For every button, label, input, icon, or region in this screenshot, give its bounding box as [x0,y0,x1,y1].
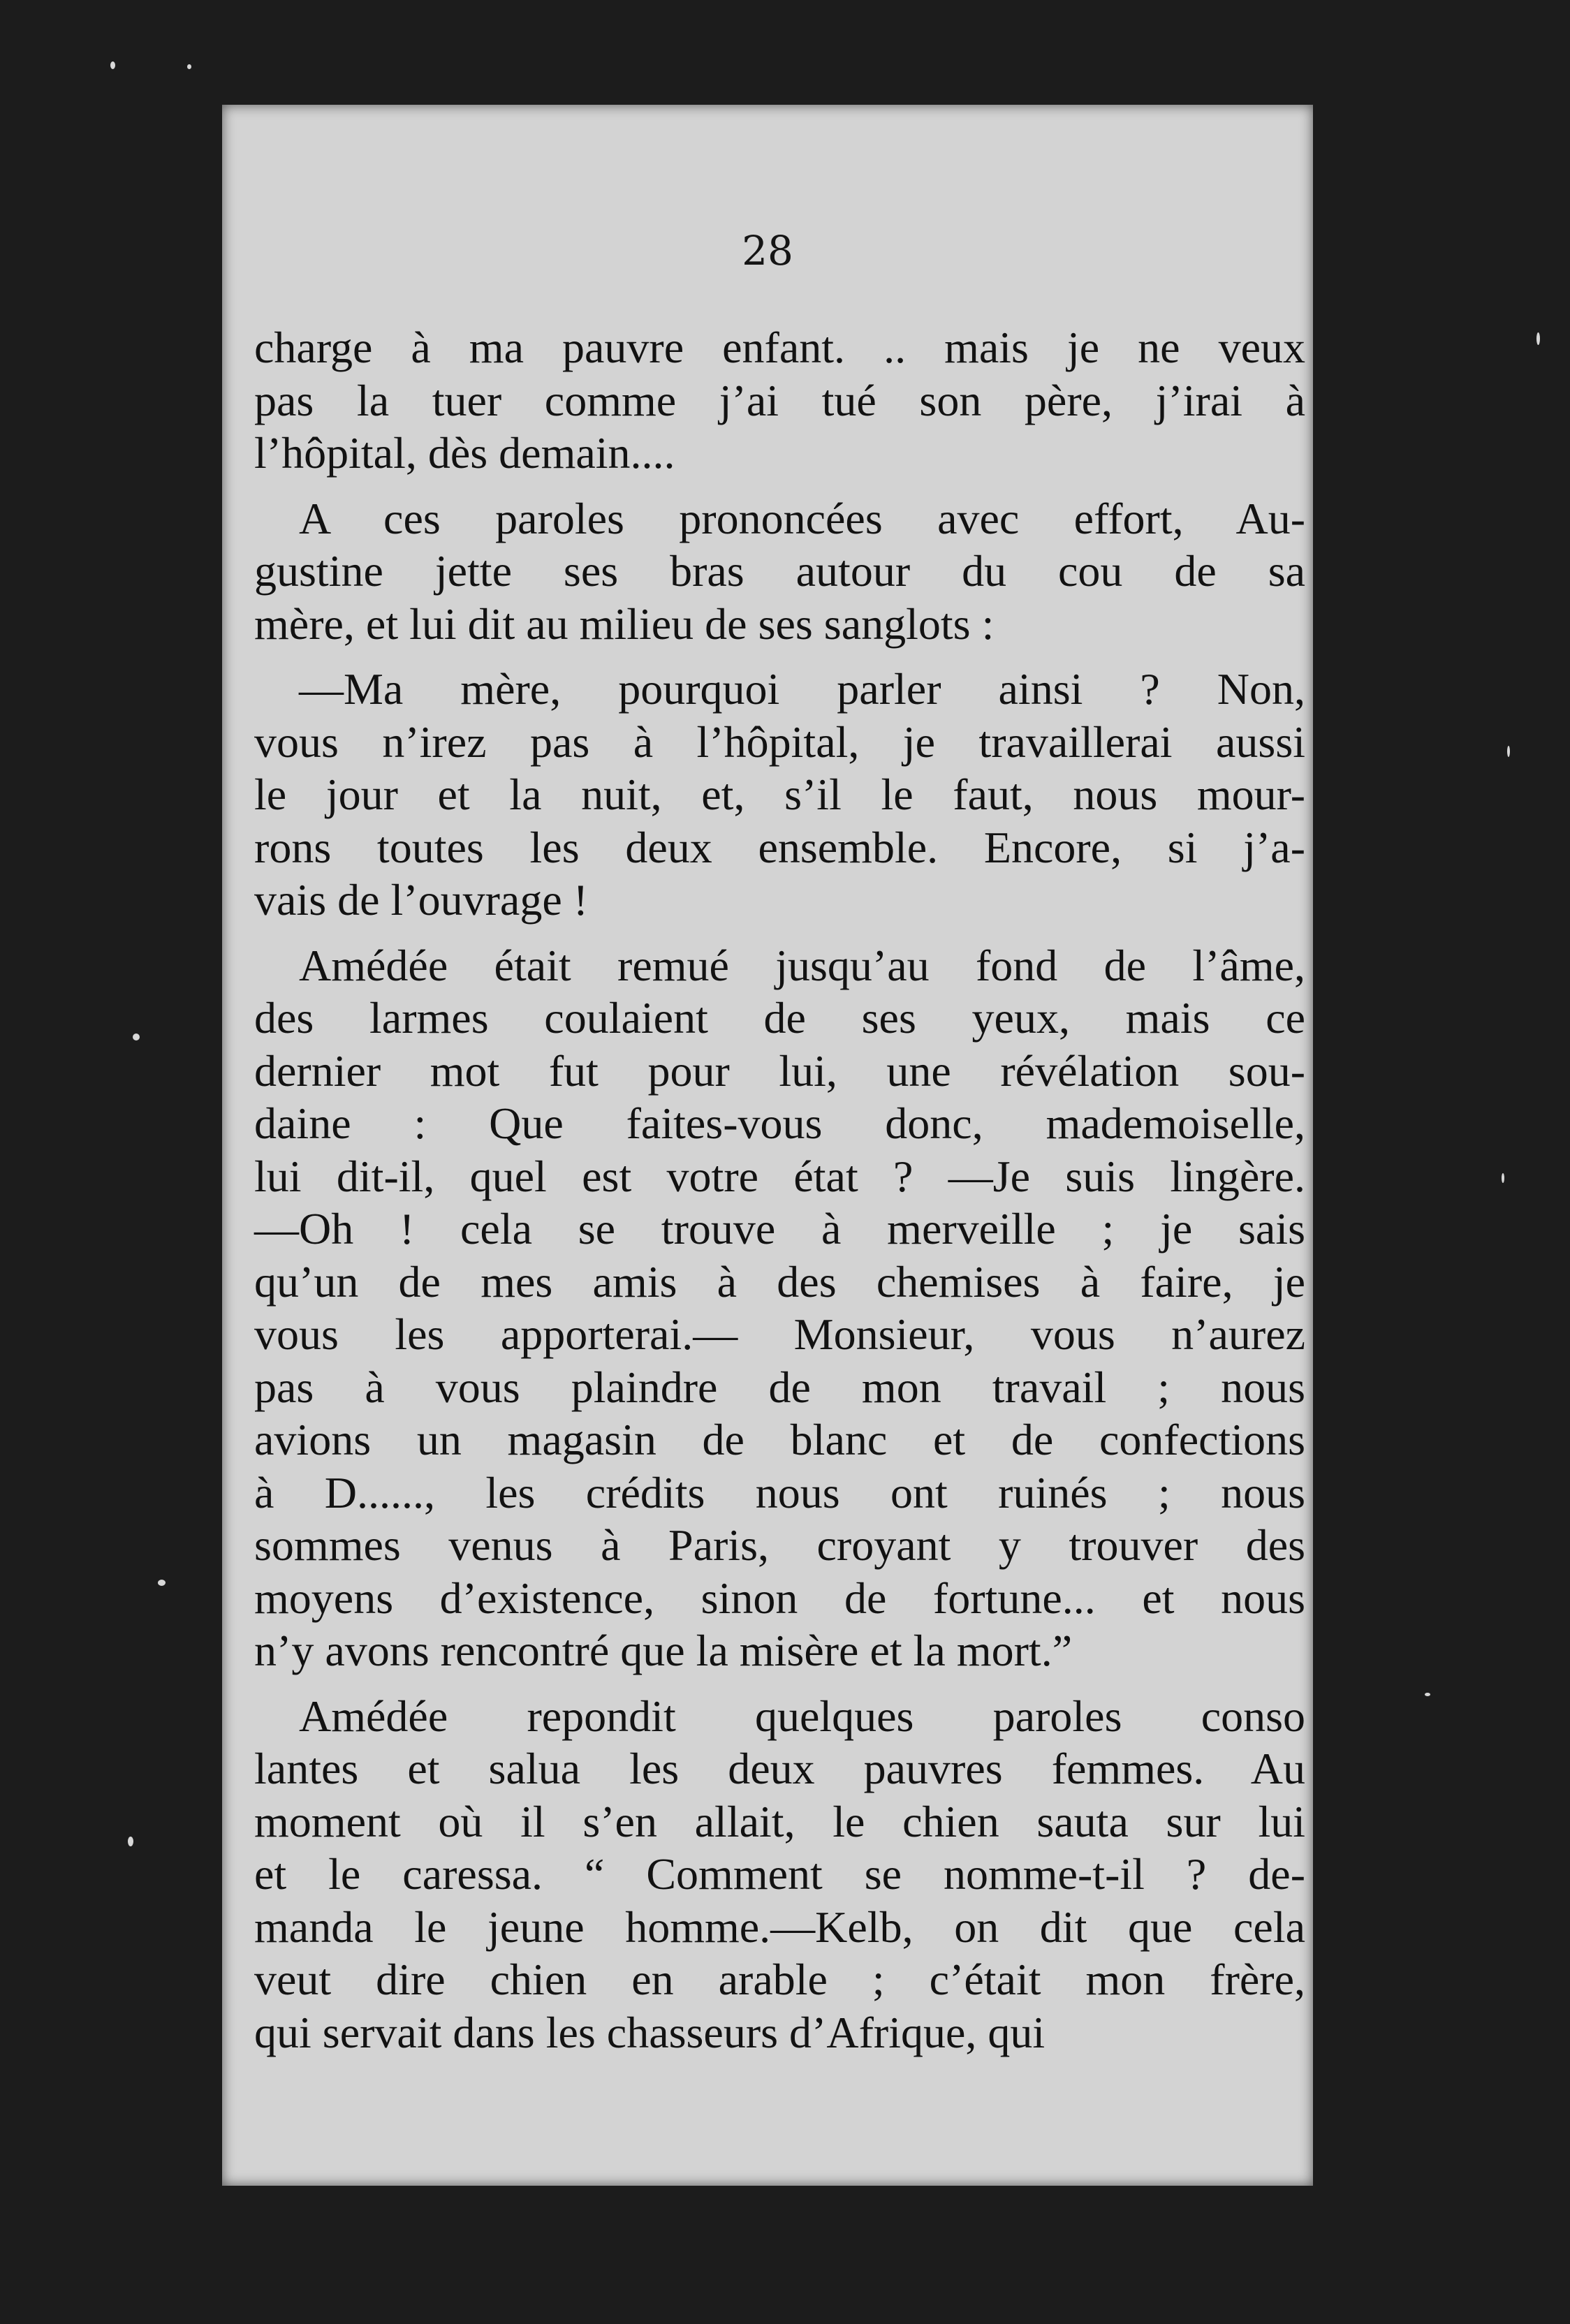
book-page [222,105,1313,2186]
text-line: l’hôpital, dès demain.... [254,428,675,478]
text-line: manda le jeune homme.—Kelb, on dit que cela [254,1902,1305,1952]
text-line: sommes venus à Paris, croyant y trouver des [254,1520,1305,1570]
dust-speck [1425,1693,1430,1696]
dust-speck [1536,332,1540,345]
text-line: qu’un de mes amis à des chemises à faire, je [254,1256,1305,1307]
text-line: des larmes coulaient de ses yeux, mais ce [254,993,1305,1043]
text-line: charge à ma pauvre enfant. .. mais je ne veux [254,323,1305,372]
text-line: avions un magasin de blanc et de confections [254,1415,1305,1464]
paragraph [254,663,1305,927]
dust-speck [187,64,191,69]
dust-speck [158,1580,166,1586]
dust-speck [1502,1173,1504,1183]
dust-speck [1507,746,1510,757]
text-line: dernier mot fut pour lui, une révélation sou- [254,1045,1305,1096]
text-line: vous n’irez pas à l’hôpital, je travaillerai aussi [254,716,1305,767]
paragraph-gap [254,650,1305,663]
text-line: moyens d’existence, sinon de fortune... et nous [254,1573,1305,1623]
text-line: rons toutes les deux ensemble. Encore, si j’a- [254,822,1305,872]
page-number: 28 [742,227,793,274]
text-line: daine : Que faites-vous donc, mademoiselle, [254,1098,1305,1148]
body-text [254,321,1305,2059]
text-line: mère, et lui dit au milieu de ses sanglots : [254,598,995,649]
text-line: lantes et salua les deux pauvres femmes. Au [254,1744,1305,1793]
paragraph [254,492,1305,651]
text-line: et le caressa. “ Comment se nomme-t-il ? de- [254,1849,1305,1899]
text-line: Amédée repondit quelques paroles conso [299,1691,1305,1741]
text-line: veut dire chien en arable ; c’était mon frère, [254,1955,1305,2004]
text-line: gustine jette ses bras autour du cou de sa [254,546,1305,596]
paragraph-gap [254,1677,1305,1690]
text-line: le jour et la nuit, et, s’il le faut, nous mour- [254,770,1305,819]
text-line: à D......, les crédits nous ont ruinés ; nous [254,1467,1305,1517]
text-line: pas la tuer comme j’ai tué son père, j’irai à [254,375,1305,425]
text-line: Amédée était remué jusqu’au fond de l’âme, [299,940,1305,990]
paragraph [254,321,1305,480]
paragraph [254,939,1305,1677]
paragraph-gap [254,480,1305,492]
dust-speck [128,1837,133,1846]
paragraph [254,1690,1305,2059]
dust-speck [133,1034,140,1040]
text-line: vous les apporterai.— Monsieur, vous n’aurez [254,1309,1305,1359]
dust-speck [110,61,115,69]
text-line: A ces paroles prononcées avec effort, Au- [299,493,1305,543]
text-line: moment où il s’en allait, le chien sauta sur lui [254,1796,1305,1846]
paragraph-gap [254,927,1305,939]
text-line: n’y avons rencontré que la misère et la mort.” [254,1626,1073,1675]
text-line: qui servait dans les chasseurs d’Afrique, qui [254,2007,1046,2057]
text-line: vais de l’ouvrage ! [254,875,589,925]
text-line: lui dit-il, quel est votre état ? —Je suis lingère. [254,1151,1305,1201]
text-line: —Oh ! cela se trouve à merveille ; je sais [254,1204,1305,1253]
text-line: —Ma mère, pourquoi parler ainsi ? Non, [299,664,1305,714]
text-line: pas à vous plaindre de mon travail ; nous [254,1362,1305,1412]
